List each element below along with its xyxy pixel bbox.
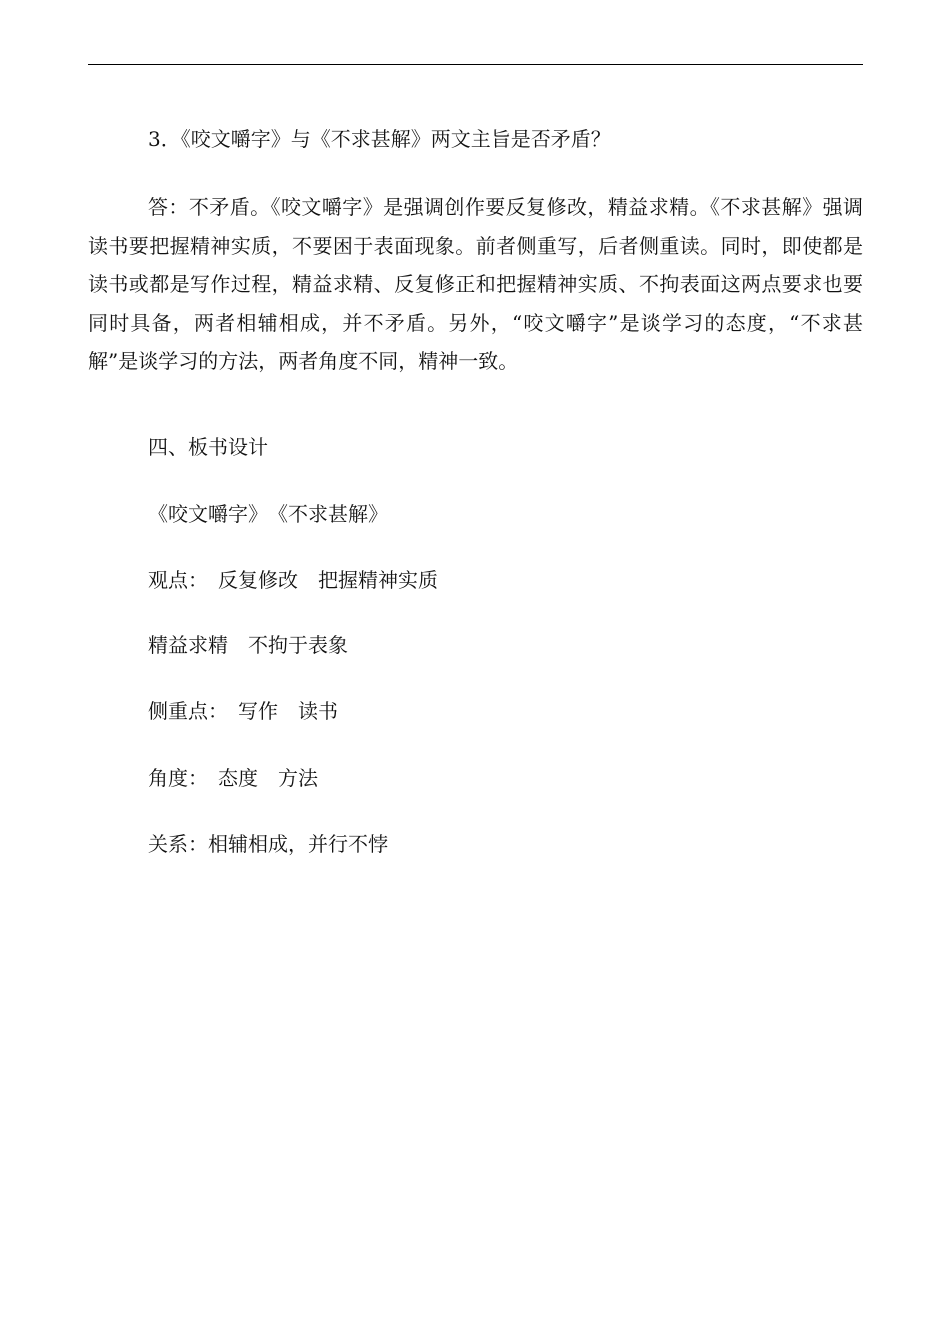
board-titles: 《咬文嚼字》 《不求甚解》 <box>148 502 388 526</box>
board-viewpoint-cont: 精益求精 不拘于表象 <box>148 633 348 657</box>
board-angle: 角度： 态度 方法 <box>148 766 318 790</box>
answer-paragraph: 答：不矛盾。《咬文嚼字》是强调创作要反复修改，精益求精。《不求甚解》强调读书要把握精神实质，不要困于表面现象。前者侧重写，后者侧重读。同时，即使都是读书或都是写作过程，精益求精、反复修正和把握精神实质、不拘表面这两点要求也要同时具备，两者相辅相成，并不矛盾。另外，“咬文嚼字”是谈学习的态度，“不求甚解”是谈学习的方法，两者角度不同，精神一致。 <box>88 195 863 373</box>
question-heading: 3．《咬文嚼字》与《不求甚解》两文主旨是否矛盾？ <box>148 127 611 151</box>
board-relation: 关系：相辅相成，并行不悖 <box>148 832 388 856</box>
board-focus: 侧重点： 写作 读书 <box>148 699 338 723</box>
header-rule <box>88 64 863 65</box>
board-viewpoint: 观点： 反复修改 把握精神实质 <box>148 568 438 592</box>
section-heading: 四、板书设计 <box>148 435 268 459</box>
